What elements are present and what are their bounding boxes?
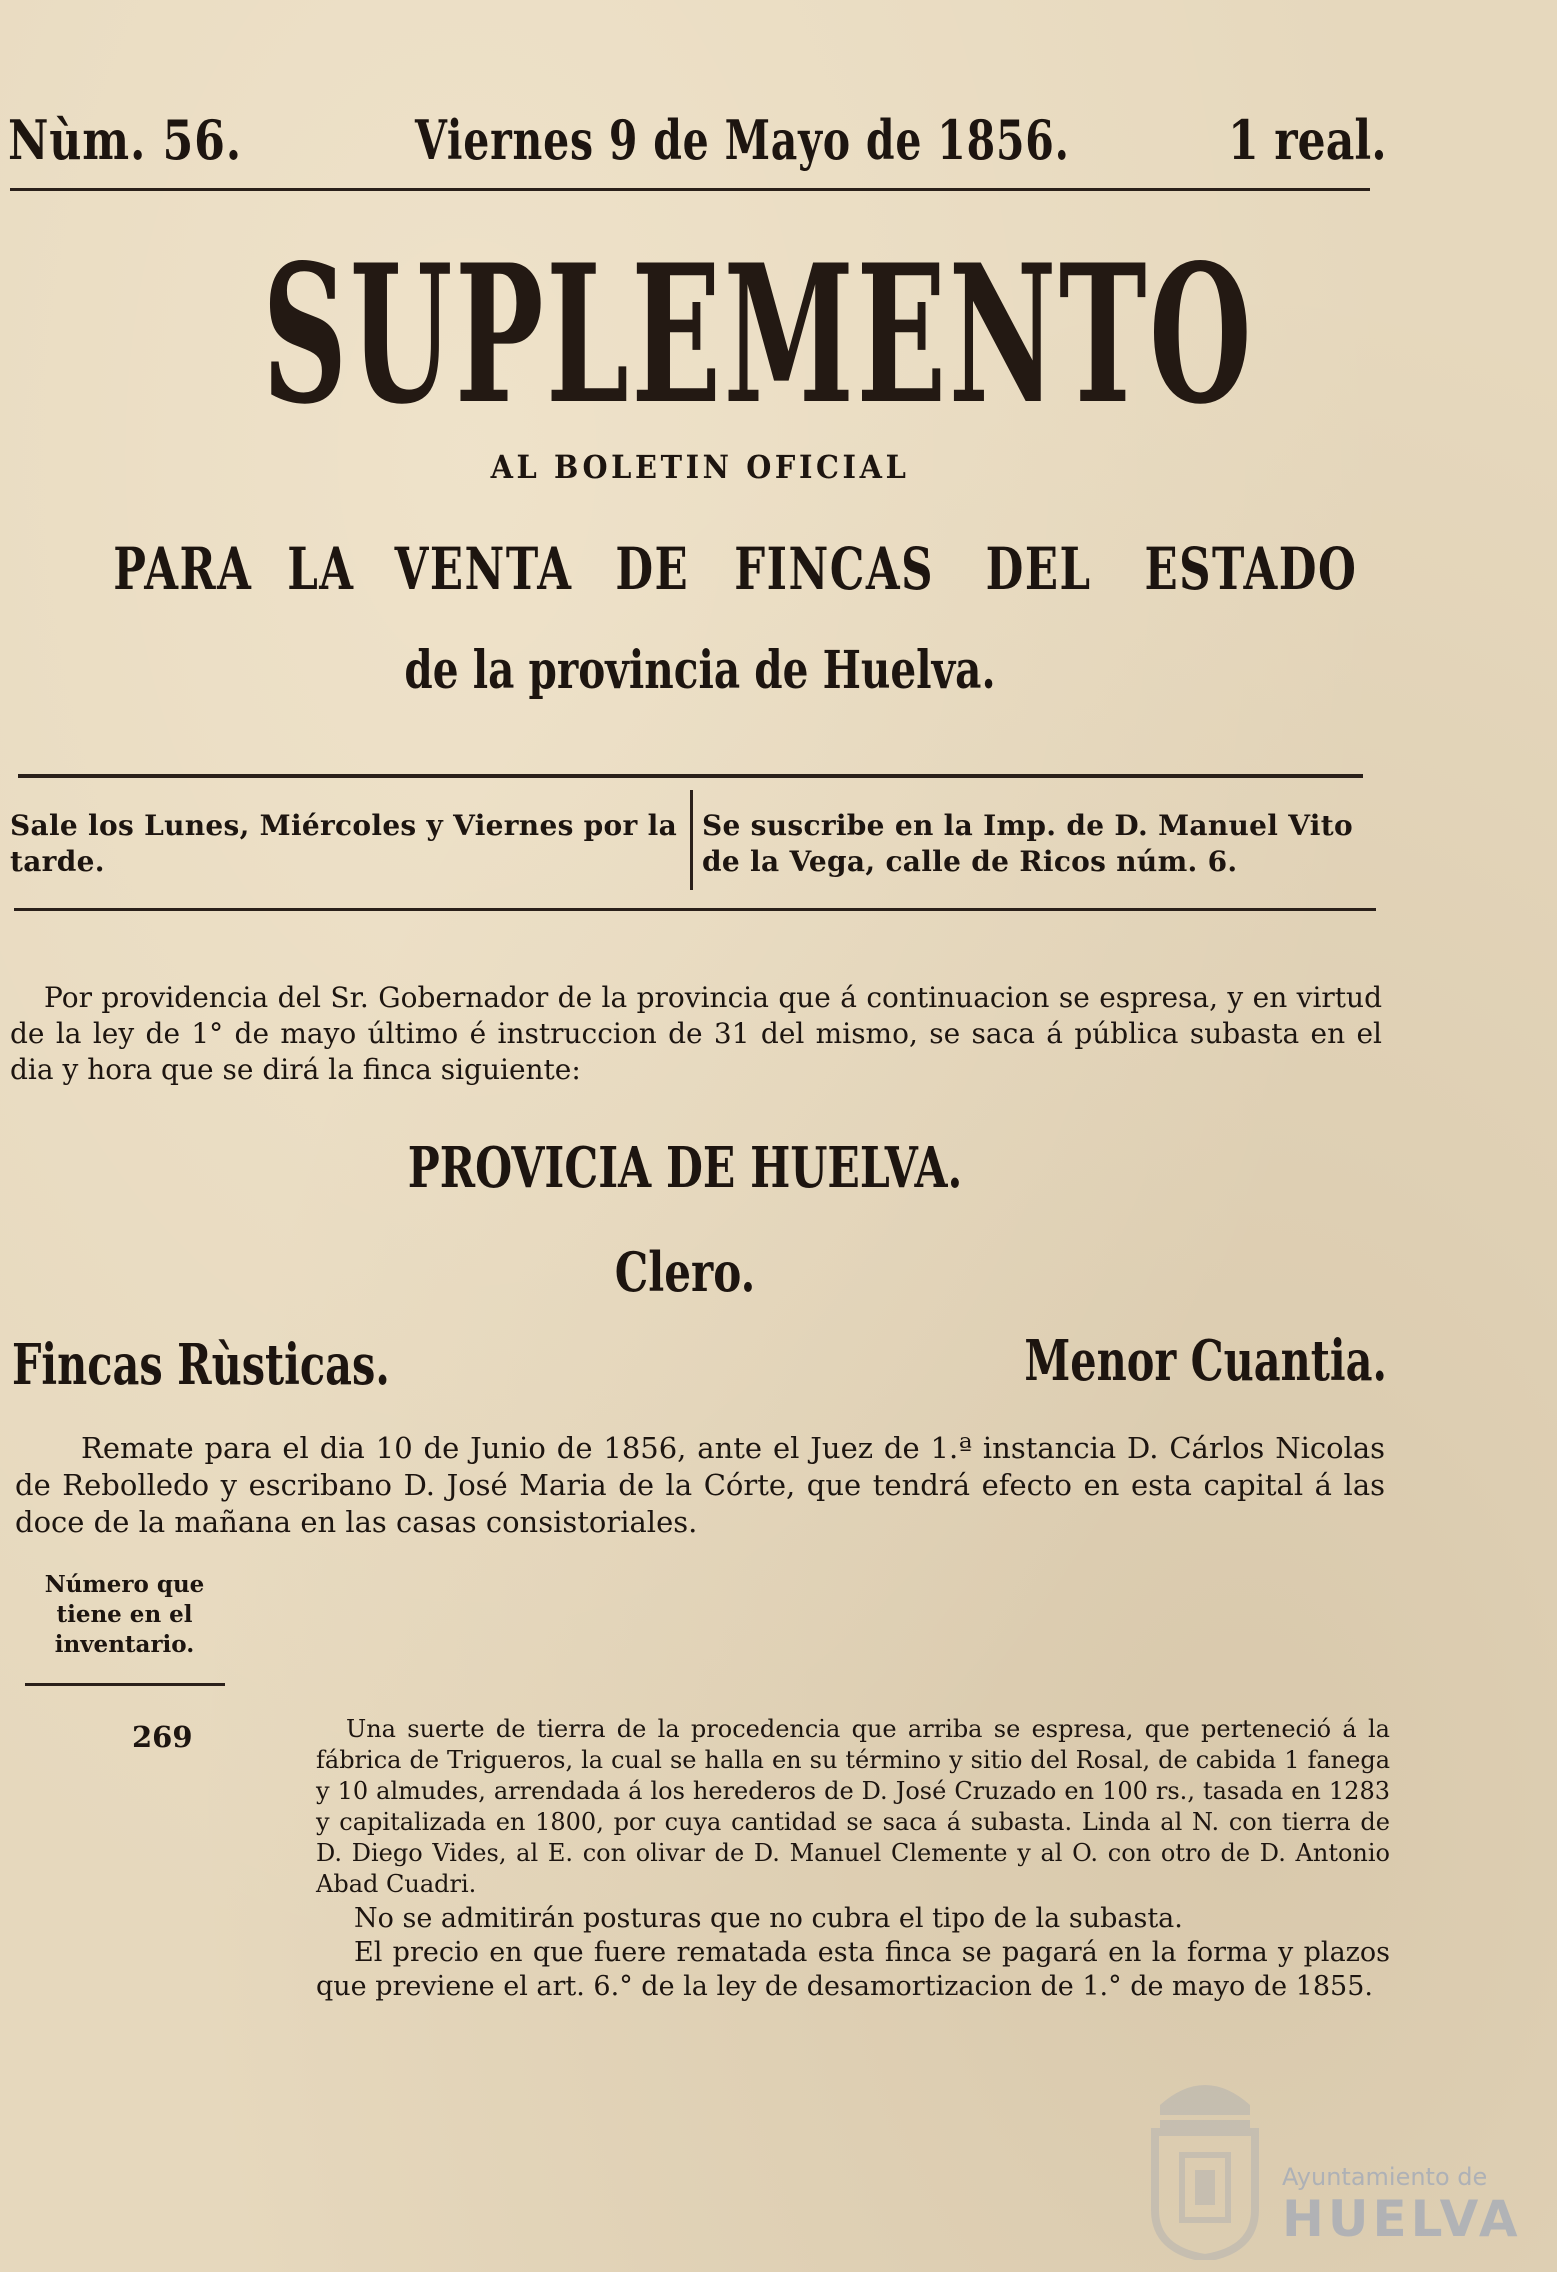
property-description: Una suerte de tierra de la procedencia que arriba se espresa, que perteneció á la fábrica de Trigueros, la cual se halla en su término y sitio del Rosal, de cabida 1 fanega y 10 almudes, arrendada á los herederos de D. José Cruzado en 100 rs., tasada en 1283 y capitalizada en 1800, por cuya cantidad se saca á subasta. Linda al N. con tierra de D. Diego Vides, al E. con olivar de D. Manuel Clemente y al O. con otro de D. Antonio Abad Cuadri. — [316, 1715, 1390, 1898]
issue-number: Nùm. 56. — [8, 108, 242, 172]
masthead-subtitle-venta — [90, 535, 1358, 603]
fincas-rusticas-heading: Fincas Rùsticas. — [12, 1332, 390, 1398]
masthead-word: DEL — [985, 535, 1092, 603]
huelva-crest-icon — [1140, 2070, 1270, 2260]
masthead-word: DE — [614, 535, 689, 603]
masthead-word: LA — [286, 535, 355, 603]
masthead-word: FINCAS — [734, 535, 935, 603]
subscription-info: Se suscribe en la Imp. de D. Manuel Vito de la Vega, calle de Ricos núm. 6. — [702, 809, 1353, 878]
inventory-column-label: Número que tiene en el inventario. — [44, 1571, 205, 1658]
masthead-subtitle-provincia: de la provincia de Huelva. — [404, 640, 996, 701]
auction-condition-note: No se admitirán posturas que no cubra el tipo de la subasta. — [354, 1903, 1183, 1934]
publication-schedule: Sale los Lunes, Miércoles y Viernes por la tarde. — [10, 809, 678, 878]
payment-terms-note: El precio en que fuere rematada esta finca se pagará en la forma y plazos que previene el art. 6.° de la ley de desamortizacion de 1.° de mayo de 1855. — [316, 1937, 1390, 2002]
info-top-rule — [18, 774, 1363, 778]
issue-price: 1 real. — [1228, 108, 1387, 172]
issue-date: Viernes 9 de Mayo de 1856. — [415, 108, 1070, 172]
masthead-word: ESTADO — [1144, 535, 1358, 603]
menor-cuantia-heading: Menor Cuantia. — [1024, 1328, 1387, 1394]
masthead-title: SUPLEMENTO — [262, 223, 1255, 446]
masthead-word: PARA — [113, 535, 253, 603]
masthead-word: VENTA — [395, 535, 573, 603]
info-divider — [690, 790, 693, 890]
remate-paragraph: Remate para el dia 10 de Junio de 1856, ante el Juez de 1.ª instancia D. Cárlos Nicolas de Rebolledo y escribano D. José Maria de la Córte, que tendrá efecto en esta capital á las doce de la mañana en las casas consistoriales. — [15, 1431, 1385, 1539]
watermark-line2: HUELVA — [1282, 2190, 1522, 2248]
intro-paragraph: Por providencia del Sr. Gobernador de la provincia que á continuacion se espresa, y en virtud de la ley de 1° de mayo último é instruccion de 31 del mismo, se saca á pública subasta en el dia y hora que se dirá la finca siguiente: — [10, 981, 1382, 1086]
inventory-column-rule — [25, 1683, 225, 1686]
header-rule — [10, 188, 1370, 191]
info-bottom-rule — [14, 908, 1376, 911]
inventory-number: 269 — [132, 1720, 193, 1754]
masthead-subtitle-boletin: AL BOLETIN OFICIAL — [490, 448, 910, 486]
watermark-line1: Ayuntamiento de — [1282, 2163, 1488, 2191]
clero-heading: Clero. — [614, 1240, 756, 1304]
province-heading: PROVICIA DE HUELVA. — [407, 1135, 963, 1201]
